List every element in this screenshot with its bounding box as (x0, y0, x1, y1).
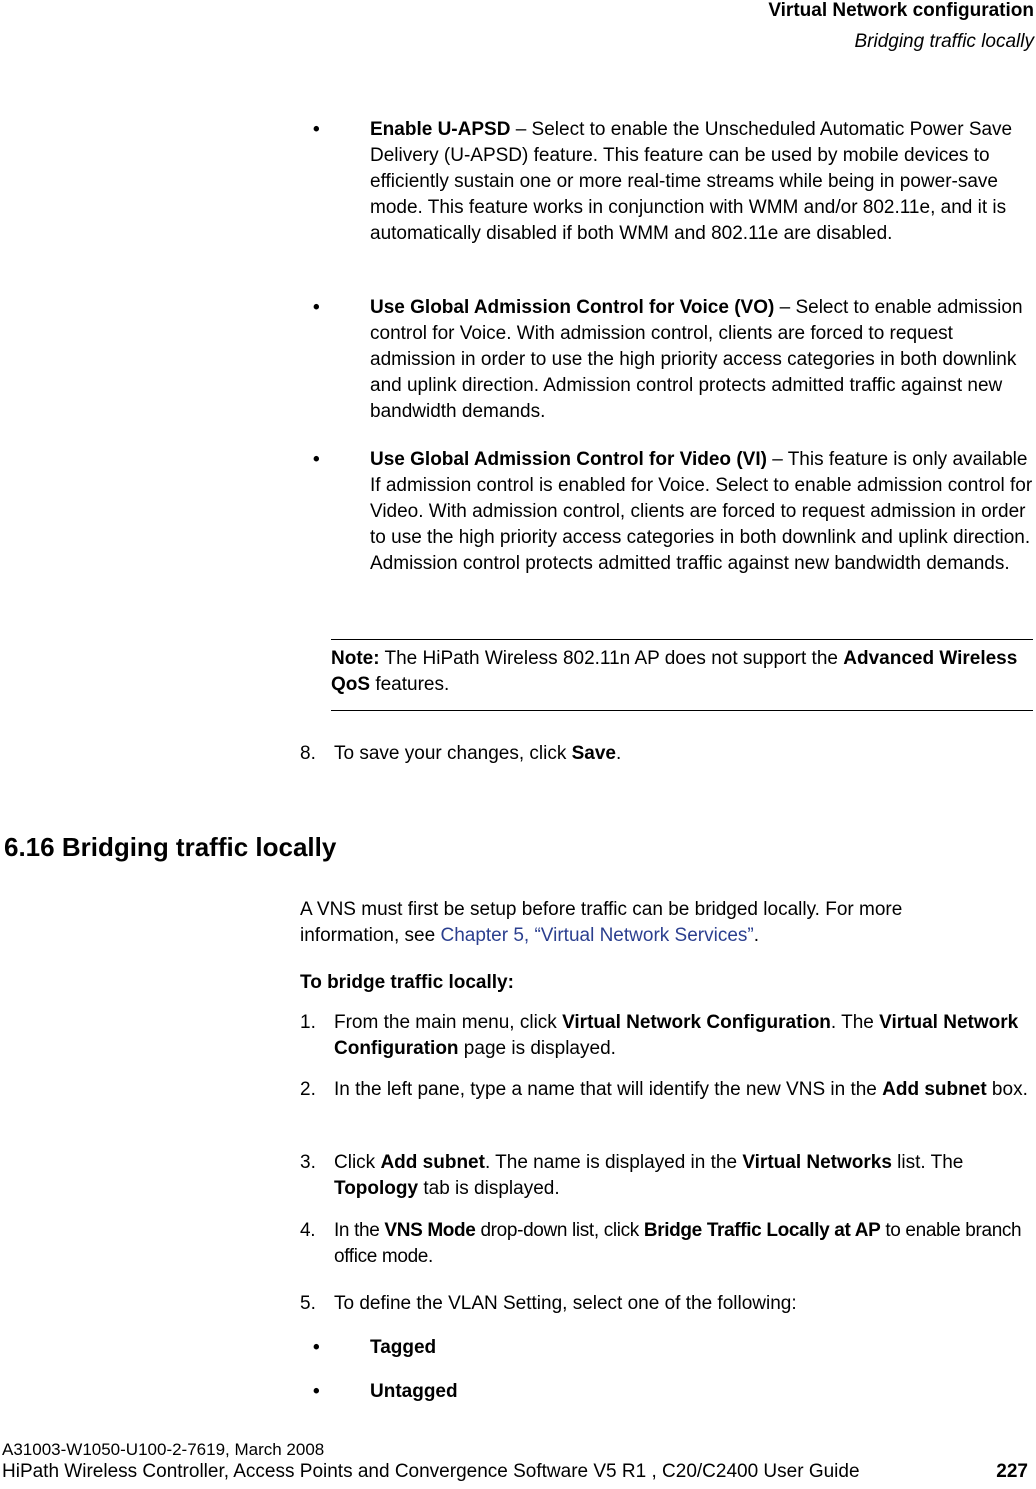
bullet-term: Use Global Admission Control for Voice (VO) (370, 297, 775, 318)
note-box (331, 639, 1033, 711)
step-end: . (616, 743, 622, 764)
step-number: 2. (300, 1079, 316, 1100)
bullet-marker: • (313, 297, 320, 318)
note-label: Note: (331, 648, 380, 669)
step-bold: Virtual Network Configuration (562, 1012, 831, 1033)
page-number: 227 (996, 1461, 1028, 1482)
bullet-marker: • (313, 449, 320, 470)
step-number: 3. (300, 1152, 316, 1173)
step-bold: Topology (334, 1178, 419, 1199)
section-heading: 6.16 Bridging traffic locally (4, 832, 337, 862)
step-text: In the (334, 1220, 385, 1241)
step-bold: Bridge Traffic Locally at AP (643, 1220, 881, 1241)
step-number: 1. (300, 1012, 316, 1033)
step-number: 4. (300, 1220, 316, 1241)
intro-text: A VNS must first be setup before traffic can be bridged locally. For more information, see (300, 899, 903, 946)
step-text: From the main menu, click (334, 1012, 563, 1033)
step-bold: Add subnet (882, 1079, 987, 1100)
step-bold: Add subnet (380, 1152, 485, 1173)
step-text: . The name is displayed in the (484, 1152, 743, 1173)
option-tagged (313, 1335, 1033, 1361)
step-text: list. The (891, 1152, 964, 1173)
step-bold: Save (571, 743, 616, 764)
chapter-5-link[interactable]: Chapter 5, “Virtual Network Services” (440, 925, 754, 946)
bullet-term: Use Global Admission Control for Video (VI) (370, 449, 767, 470)
step-bold: Virtual Networks (742, 1152, 892, 1173)
step-text: To save your changes, click (334, 743, 572, 764)
bullet-marker: • (313, 119, 320, 140)
step-1 (300, 1010, 1033, 1062)
step-number: 8. (300, 743, 316, 764)
step-text: to enable branch office mode. (334, 1220, 1022, 1267)
running-header-subtitle: Bridging traffic locally (854, 31, 1034, 52)
step-bold: Virtual Network Configuration (334, 1012, 1019, 1059)
bullet-text: – Select to enable the Unscheduled Automatic Power Save Delivery (U-APSD) feature. This feature can be used by mobile devices to efficiently sustain one or more real-time streams while being in power-save mode. This feature works in conjunction with WMM and/or 802.11e, and it is automatically disabled if both WMM and 802.11e are disabled. (370, 119, 1013, 244)
bullet-text: – Select to enable admission control for Voice. With admission control, clients are forced to request admission in order to use the high priority access categories in both downlink and uplink direction. Admission control protects admitted traffic against new bandwidth demands. (370, 297, 1023, 422)
bullet-admission-voice (313, 295, 1033, 425)
step-8 (300, 741, 1033, 767)
section-intro (300, 897, 1000, 949)
step-5 (300, 1291, 1033, 1317)
bullet-text: – This feature is only available If admission control is enabled for Voice. Select to enable admission control for Video. With admission control, clients are forced to request admission in order to use the high priority access categories in both downlink and uplink direction. Admission control protects admitted traffic against new bandwidth demands. (370, 449, 1033, 574)
bullet-enable-uapsd (313, 117, 1033, 247)
step-text: box. (986, 1079, 1028, 1100)
step-4 (300, 1218, 1033, 1270)
step-text: page is displayed. (458, 1038, 616, 1059)
bullet-marker: • (313, 1381, 320, 1402)
bullet-term: Enable U-APSD (370, 119, 511, 140)
step-number: 5. (300, 1293, 316, 1314)
procedure-title: To bridge traffic locally: (300, 972, 514, 993)
step-text: tab is displayed. (418, 1178, 560, 1199)
step-bold: VNS Mode (384, 1220, 476, 1241)
step-text: To define the VLAN Setting, select one of the following: (334, 1293, 797, 1314)
running-header-title: Virtual Network configuration (768, 0, 1034, 21)
step-text: . The (830, 1012, 880, 1033)
footer-title: HiPath Wireless Controller, Access Points and Convergence Software V5 R1 , C20/C2400 User Guide (2, 1461, 860, 1482)
intro-end: . (753, 925, 760, 946)
option-untagged (313, 1379, 1033, 1405)
bullet-marker: • (313, 1337, 320, 1358)
step-text: drop-down list, click (475, 1220, 644, 1241)
step-text: Click (334, 1152, 381, 1173)
note-bold: Advanced Wireless QoS (331, 648, 1018, 695)
step-text: In the left pane, type a name that will identify the new VNS in the (334, 1079, 883, 1100)
note-text-end: features. (370, 674, 450, 695)
step-3 (300, 1150, 1033, 1202)
bullet-admission-video (313, 447, 1033, 577)
option-label: Tagged (370, 1337, 437, 1358)
note-text: The HiPath Wireless 802.11n AP does not support the (379, 648, 844, 669)
step-2 (300, 1077, 1033, 1103)
option-label: Untagged (370, 1381, 458, 1402)
footer-doc-id: A31003-W1050-U100-2-7619, March 2008 (2, 1440, 325, 1459)
